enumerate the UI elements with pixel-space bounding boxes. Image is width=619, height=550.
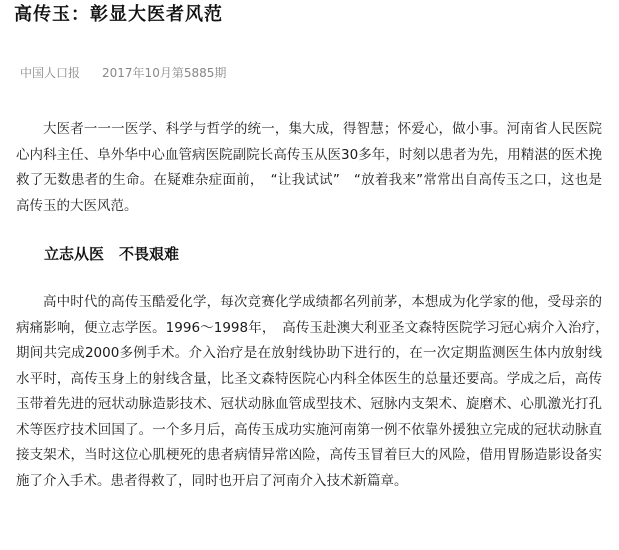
- article-issue: 2017年10月第5885期: [102, 66, 227, 80]
- article-title: 高传玉：彰显大医者风范: [14, 4, 223, 25]
- intro-paragraph: 大医者一一一医学、科学与哲学的统一，集大成，得智慧；怀爱心，做小事。河南省人民医院心内科主任、阜外华中心血管病医院副院长高传玉从医30多年，时刻以患者为先，用精湛的医术挽救了无数患者的生命。在疑难杂症面前， “让我试试” “放着我来”常常出自高传玉之口，这也是高传玉的大医风范。: [16, 121, 602, 214]
- article-source: 中国人口报: [20, 66, 81, 80]
- article-meta: [20, 64, 226, 82]
- body-paragraph: 高中时代的高传玉酷爱化学，每次竞赛化学成绩都名列前茅，本想成为化学家的他，受母亲的病痛影响，便立志学医。1996～1998年， 高传玉赴澳大利亚圣文森特医院学习冠心病介入治疗， 期间共完成2000多例手术。介入治疗是在放射线协助下进行的，在一次定期监测医生体内放射线水平时，高传玉身上的射线含量，比圣文森特医院心内科全体医生的总量还要高。学成之后，高传玉带着先进的冠状动脉造影技术、冠状动脉血管成型技术、冠脉内支架术、旋磨术、心肌激光打孔术等医疗技术回国了。一个多月后，高传玉成功实施河南第一例不依靠外援独立完成的冠状动脉直接支架术，当时这位心肌梗死的患者病情异常凶险，高传玉冒着巨大的风险，借用胃肠造影设备实施了介入手术。患者得救了，同时也开启了河南介入技术新篇章。: [16, 294, 616, 489]
- section-heading: 立志从医 不畏艰难: [44, 245, 180, 263]
